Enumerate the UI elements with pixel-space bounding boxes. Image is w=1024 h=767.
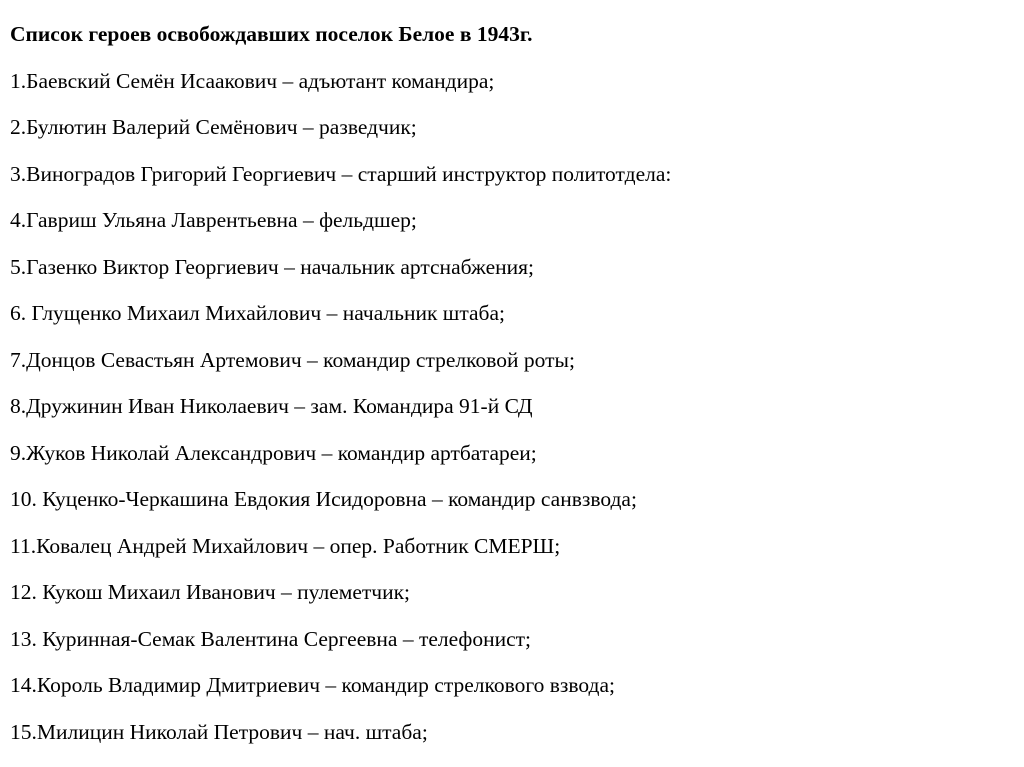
list-item: 5.Газенко Виктор Георгиевич – начальник артснабжения; bbox=[10, 254, 534, 279]
list-item: 15.Милицин Николай Петрович – нач. штаба; bbox=[10, 719, 428, 744]
list-item: 1.Баевский Семён Исаакович – адъютант командира; bbox=[10, 68, 495, 93]
list-item: 9.Жуков Николай Александрович – командир артбатареи; bbox=[10, 440, 537, 465]
list-item: 14.Король Владимир Дмитриевич – командир стрелкового взвода; bbox=[10, 673, 616, 697]
list-item: 6. Глущенко Михаил Михайлович – начальник штаба; bbox=[10, 301, 506, 325]
list-item: 13. Куринная-Семак Валентина Сергеевна – телефонист; bbox=[10, 626, 532, 651]
list-item: 8.Дружинин Иван Николаевич – зам. Командира 91-й СД bbox=[10, 394, 533, 418]
document-title: Список героев освобождавших поселок Белое в 1943г. bbox=[10, 22, 533, 46]
list-item: 4.Гавриш Ульяна Лаврентьевна – фельдшер; bbox=[10, 208, 417, 232]
list-item: 10. Куценко-Черкашина Евдокия Исидоровна – командир санвзвода; bbox=[10, 487, 637, 511]
list-item: 3.Виноградов Григорий Георгиевич – старший инструктор политотдела: bbox=[10, 161, 672, 186]
list-item: 7.Донцов Севастьян Артемович – командир стрелковой роты; bbox=[10, 347, 575, 372]
list-item: 2.Булютин Валерий Семёнович – разведчик; bbox=[10, 115, 417, 139]
heroes-list bbox=[10, 65, 1010, 748]
list-item: 11.Ковалец Андрей Михайлович – опер. Работник СМЕРШ; bbox=[10, 533, 561, 558]
list-item: 12. Кукош Михаил Иванович – пулеметчик; bbox=[10, 580, 411, 604]
document-slide bbox=[10, 18, 1010, 762]
